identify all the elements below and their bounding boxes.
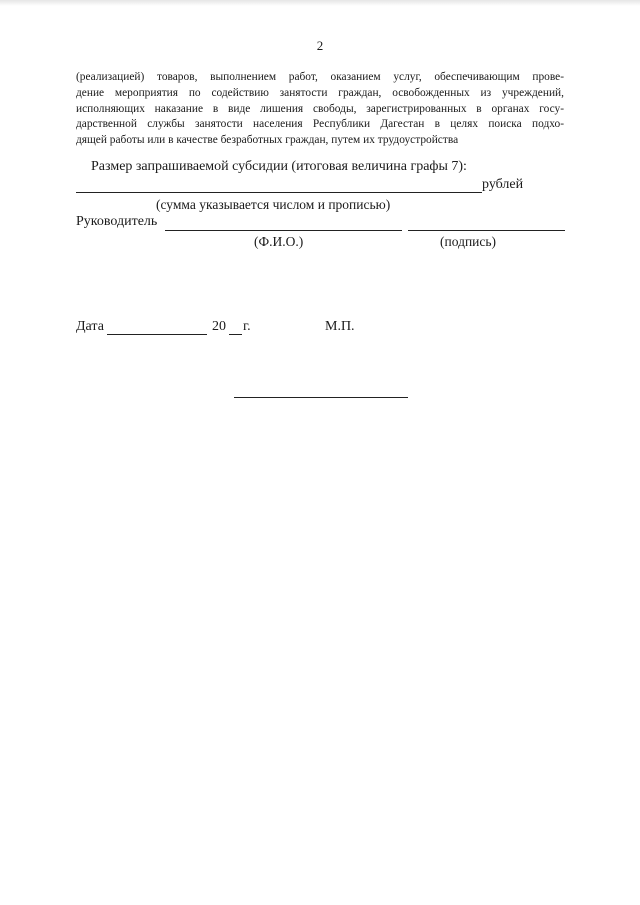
head-fio-line <box>165 230 402 231</box>
closing-separator <box>234 397 408 398</box>
date-label: Дата <box>76 319 104 334</box>
intro-line: дение мероприятия по содействию занятости граждан, освобожденных из учреждений, <box>76 86 564 99</box>
intro-line: исполняющих наказание в виде лишения свободы, зарегистрированных в органах госу- <box>76 102 564 115</box>
intro-paragraph <box>76 70 564 149</box>
date-year-line <box>229 334 242 335</box>
subsidy-unit: рублей <box>482 177 524 192</box>
subsidy-label: Размер запрашиваемой субсидии (итоговая величина графы 7): <box>91 159 467 174</box>
head-label: Руководитель <box>76 214 158 229</box>
stamp-place: М.П. <box>325 319 355 334</box>
intro-line: дарственной службы занятости населения Республики Дагестан в целях поиска подхо- <box>76 118 564 131</box>
date-year-prefix: 20 <box>212 319 226 334</box>
fio-caption: (Ф.И.О.) <box>254 234 304 249</box>
intro-line: дящей работы или в качестве безработных граждан, путем их трудоустройства <box>76 134 459 147</box>
head-signature-line <box>408 230 565 231</box>
subsidy-amount-line <box>76 192 482 193</box>
intro-line: (реализацией) товаров, выполнением работ, оказанием услуг, обеспечивающим прове- <box>76 71 564 83</box>
date-year-suffix: г. <box>243 319 251 334</box>
signature-caption: (подпись) <box>440 234 497 249</box>
date-day-month-line <box>107 334 207 335</box>
scan-edge <box>0 0 640 6</box>
subsidy-hint: (сумма указывается числом и прописью) <box>156 197 391 212</box>
page-number: 2 <box>316 38 324 53</box>
